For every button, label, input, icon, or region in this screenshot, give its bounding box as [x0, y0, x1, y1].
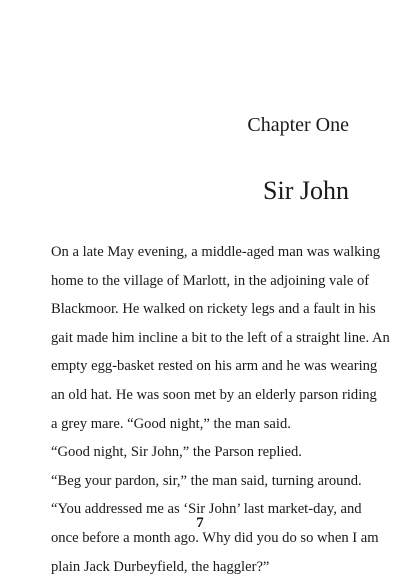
text-line: “Good night, Sir John,” the Parson replied. [51, 444, 302, 461]
text-line: “You addressed me as ‘Sir John’ last market-day, and [51, 501, 362, 518]
text-line: On a late May evening, a middle-aged man was walking [51, 244, 381, 260]
text-line: once before a month ago. Why did you do so when I am [51, 529, 379, 546]
chapter-label: Chapter One [247, 114, 349, 136]
page-number: 7 [196, 515, 204, 531]
text-line: empty egg-basket rested on his arm and he was wearing [51, 358, 378, 375]
text-line: Blackmoor. He walked on rickety legs and a fault in his [51, 301, 376, 318]
text-line: gait made him incline a bit to the left of a straight line. An [51, 329, 390, 346]
text-line: a grey mare. “Good night,” the man said. [51, 415, 291, 432]
text-line: an old hat. He was soon met by an elderly parson riding [51, 386, 377, 403]
text-line: home to the village of Marlott, in the adjoining vale of [51, 272, 370, 289]
text-line: “Beg your pardon, sir,” the man said, turning around. [51, 472, 362, 489]
chapter-title: Sir John [263, 176, 349, 205]
text-line: plain Jack Durbeyfield, the haggler?” [51, 558, 270, 575]
